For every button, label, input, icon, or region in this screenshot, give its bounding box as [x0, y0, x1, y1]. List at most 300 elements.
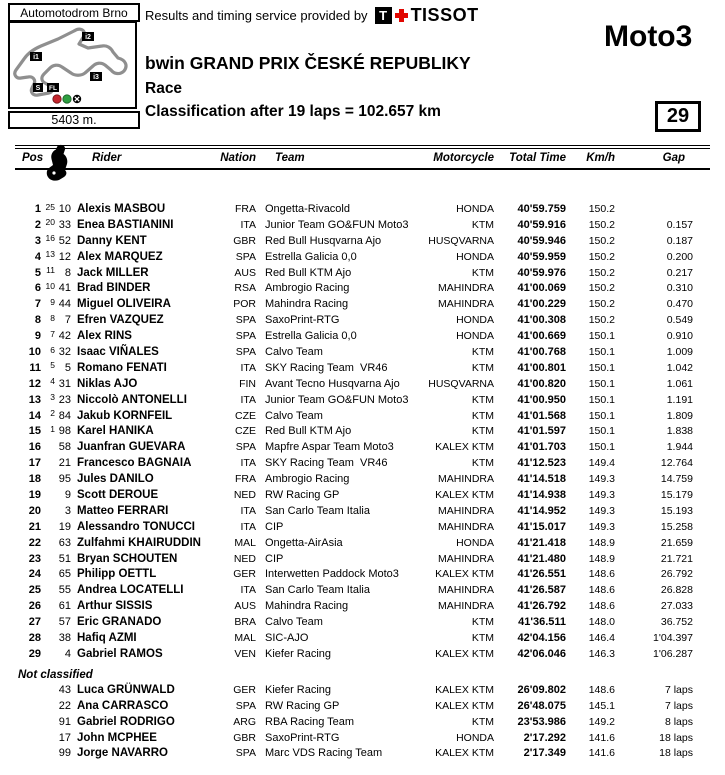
position-cell: 24 [28, 568, 41, 581]
rider-name-cell: Francesco BAGNAIA [77, 457, 192, 470]
team-cell: SaxoPrint-RTG [265, 314, 340, 327]
gap-cell: 0.310 [666, 282, 693, 295]
speed-cell: 150.1 [588, 425, 615, 438]
points-cell [41, 680, 55, 696]
motorcycle-cell: MAHINDRA [437, 600, 494, 613]
total-time-cell: 41'00.950 [517, 393, 566, 406]
speed-cell: 148.6 [588, 683, 615, 696]
gap-cell: 15.258 [660, 520, 693, 533]
rider-number-cell: 42 [58, 330, 71, 343]
nation-cell: SPA [235, 699, 256, 712]
table-row [15, 393, 710, 409]
total-time-cell: 41'14.952 [517, 504, 566, 517]
motorcycle-cell: KTM [471, 409, 494, 422]
nation-cell: FRA [235, 203, 256, 215]
table-row [15, 361, 710, 377]
points-cell [41, 744, 55, 760]
rider-name-cell: Gabriel RAMOS [77, 647, 163, 660]
gap-cell: 7 laps [664, 699, 693, 712]
total-time-cell: 41'00.768 [517, 346, 566, 359]
gap-cell: 8 laps [664, 715, 693, 728]
total-time-cell: 41'01.597 [517, 425, 566, 438]
rider-name-cell: Jakub KORNFEIL [77, 409, 173, 422]
total-time-cell: 41'01.568 [517, 409, 566, 422]
motorcycle-cell: HUSQVARNA [428, 234, 494, 247]
table-row [15, 377, 710, 393]
points-cell [41, 613, 55, 629]
speed-cell: 149.3 [588, 473, 615, 486]
position-cell: 29 [28, 647, 41, 660]
total-time-cell: 41'00.820 [517, 377, 566, 390]
gap-cell: 1'06.287 [653, 647, 693, 660]
track-marker-i3 [90, 72, 102, 81]
points-cell: 11 [46, 265, 55, 276]
total-time-cell: 41'15.017 [517, 520, 566, 533]
nation-cell: MAL [234, 632, 256, 645]
total-time-cell: 41'00.801 [517, 361, 566, 374]
table-row [15, 345, 710, 361]
rider-name-cell: Jules DANILO [77, 473, 154, 486]
rider-number-cell: 38 [58, 632, 71, 645]
nation-cell: ITA [240, 218, 256, 231]
rider-number-cell: 51 [58, 552, 71, 565]
speed-cell: 150.2 [588, 266, 615, 279]
total-time-cell: 41'21.418 [517, 536, 566, 549]
speed-cell: 150.1 [588, 377, 615, 390]
team-cell: Red Bull KTM Ajo [265, 425, 352, 438]
speed-cell: 149.3 [588, 489, 615, 502]
nation-cell: AUS [234, 600, 256, 613]
points-cell [41, 644, 55, 660]
track-map-drawing [10, 23, 135, 107]
position-cell [15, 683, 41, 699]
team-cell: SaxoPrint-RTG [265, 731, 340, 744]
rider-number-cell: 43 [58, 683, 71, 696]
table-row [15, 552, 710, 568]
svg-text:S: S [35, 85, 41, 92]
points-cell: 5 [50, 360, 55, 371]
speed-cell: 150.2 [588, 298, 615, 311]
team-cell: Ambrogio Racing [265, 282, 350, 295]
rider-name-cell: Philipp OETTL [77, 568, 157, 581]
rider-name-cell: Gabriel RODRIGO [77, 715, 175, 728]
rider-name-cell: Danny KENT [77, 234, 147, 247]
green-light-dot [63, 95, 71, 103]
rider-number-cell: 91 [58, 715, 71, 728]
rider-name-cell: Andrea LOCATELLI [77, 584, 184, 597]
position-cell: 1 [34, 203, 41, 215]
gap-cell: 0.157 [666, 218, 693, 231]
table-row [15, 583, 710, 599]
page-number-box [655, 101, 701, 132]
team-cell: Avant Tecno Husqvarna Ajo [265, 377, 400, 390]
circuit-name-box [8, 3, 140, 22]
motorcycle-cell: KALEX KTM [435, 568, 494, 581]
gap-cell: 1'04.397 [653, 632, 693, 645]
gap-cell: 12.764 [660, 457, 693, 470]
rider-name-cell: Jack MILLER [77, 266, 149, 279]
points-cell: 6 [50, 344, 55, 355]
rider-number-cell: 10 [58, 203, 71, 215]
motorcycle-cell: MAHINDRA [437, 520, 494, 533]
nation-cell: ITA [240, 584, 256, 597]
team-cell: Mahindra Racing [265, 600, 349, 613]
rider-name-cell: Bryan SCHOUTEN [77, 552, 178, 565]
total-time-cell: 40'59.976 [517, 266, 566, 279]
nation-cell: CZE [235, 409, 256, 422]
nation-cell: GBR [233, 731, 256, 744]
table-row [15, 472, 710, 488]
position-cell: 18 [28, 473, 41, 486]
total-time-cell: 41'00.229 [517, 298, 566, 311]
table-row [15, 440, 710, 456]
rider-name-cell: Isaac VIÑALES [77, 346, 159, 359]
total-time-cell: 40'59.946 [517, 234, 566, 247]
points-cell: 4 [50, 376, 55, 387]
position-cell: 7 [34, 298, 41, 311]
event-title: bwin GRAND PRIX ČESKÉ REPUBLIKY [145, 53, 471, 73]
rider-number-cell: 52 [58, 234, 71, 247]
position-cell: 13 [28, 393, 41, 406]
rider-name-cell: Enea BASTIANINI [77, 218, 174, 231]
rider-number-cell: 22 [58, 699, 71, 712]
table-row [15, 409, 710, 425]
points-cell [41, 565, 55, 581]
gap-cell: 1.191 [666, 393, 693, 406]
gap-cell: 1.009 [666, 346, 693, 359]
team-cell: San Carlo Team Italia [265, 504, 370, 517]
rider-name-cell: Niccolò ANTONELLI [77, 393, 187, 406]
motorcycle-cell: KALEX KTM [435, 683, 494, 696]
motorcycle-cell: KTM [471, 425, 494, 438]
speed-cell: 149.3 [588, 520, 615, 533]
tissot-t-icon: T [375, 7, 392, 24]
gap-cell: 0.910 [666, 330, 693, 343]
swiss-cross-icon [394, 8, 409, 23]
motorcycle-cell: KTM [471, 393, 494, 406]
results-table [15, 145, 710, 762]
col-header-kmh: Km/h [586, 152, 615, 164]
position-cell: 16 [28, 441, 41, 454]
rider-number-cell: 65 [58, 568, 71, 581]
table-row [15, 699, 710, 715]
table-row [15, 297, 710, 313]
rider-name-cell: Jorge NAVARRO [77, 747, 168, 760]
speed-cell: 146.4 [588, 632, 615, 645]
motorcycle-cell: KALEX KTM [435, 489, 494, 502]
gap-cell: 14.759 [660, 473, 693, 486]
table-row [15, 599, 710, 615]
nation-cell: SPA [235, 441, 256, 454]
position-cell [15, 731, 41, 747]
rider-number-cell: 41 [58, 282, 71, 295]
position-cell [15, 746, 41, 762]
gap-cell: 18 laps [659, 747, 693, 760]
total-time-cell: 41'00.669 [517, 330, 566, 343]
speed-cell: 150.2 [588, 282, 615, 295]
table-row [15, 631, 710, 647]
motorcycle-cell: KALEX KTM [435, 441, 494, 454]
total-time-cell: 41'26.587 [517, 584, 566, 597]
gap-cell: 18 laps [659, 731, 693, 744]
speed-cell: 150.1 [588, 441, 615, 454]
points-cell [41, 438, 55, 454]
gap-cell: 7 laps [664, 683, 693, 696]
nation-cell: BRA [234, 616, 256, 629]
team-cell: Calvo Team [265, 346, 323, 359]
nation-cell: GER [233, 568, 256, 581]
nation-cell: AUS [234, 266, 256, 279]
speed-cell: 149.2 [588, 715, 615, 728]
track-marker-i2 [82, 32, 94, 41]
category-title: Moto3 [604, 20, 693, 53]
rider-number-cell: 5 [64, 361, 71, 374]
rider-name-cell: Eric GRANADO [77, 616, 162, 629]
nation-cell: VEN [234, 647, 256, 660]
motorcycle-cell: MAHINDRA [437, 473, 494, 486]
points-cell: 3 [50, 392, 55, 403]
gap-cell: 0.470 [666, 298, 693, 311]
rider-name-cell: Brad BINDER [77, 282, 151, 295]
table-row [15, 731, 710, 747]
nation-cell: GER [233, 683, 256, 696]
col-header-team: Team [275, 152, 305, 164]
nation-cell: NED [233, 489, 256, 502]
table-row [15, 715, 710, 731]
rider-number-cell: 95 [58, 473, 71, 486]
team-cell: Mahindra Racing [265, 298, 349, 311]
position-cell: 9 [34, 330, 41, 343]
position-cell: 2 [34, 218, 41, 231]
rider-name-cell: Ana CARRASCO [77, 699, 169, 712]
motorcycle-cell: KTM [471, 346, 494, 359]
position-cell: 25 [28, 584, 41, 597]
table-row [15, 456, 710, 472]
col-header-nation: Nation [220, 152, 256, 164]
rider-name-cell: Hafiq AZMI [77, 632, 137, 645]
speed-cell: 150.2 [588, 314, 615, 327]
position-cell: 19 [28, 489, 41, 502]
total-time-cell: 41'00.308 [517, 314, 566, 327]
speed-cell: 141.6 [588, 747, 615, 760]
motorcycle-cell: KTM [471, 616, 494, 629]
rider-number-cell: 7 [64, 314, 71, 327]
points-cell: 7 [50, 328, 55, 339]
provided-by-text: Results and timing service provided by [145, 7, 368, 23]
team-cell: RW Racing GP [265, 699, 340, 712]
speed-cell: 149.4 [588, 457, 615, 470]
rider-number-cell: 8 [64, 266, 71, 279]
motorcycle-cell: HUSQVARNA [428, 377, 494, 390]
gap-cell: 1.944 [666, 441, 693, 454]
nation-cell: NED [233, 552, 256, 565]
track-marker-start [33, 83, 43, 92]
gap-cell: 0.187 [666, 234, 693, 247]
rider-name-cell: Romano FENATI [77, 361, 167, 374]
total-time-cell: 41'12.523 [517, 457, 566, 470]
gap-cell: 0.200 [666, 250, 693, 263]
points-cell: 25 [45, 201, 55, 212]
rider-name-cell: Matteo FERRARI [77, 504, 169, 517]
speed-cell: 150.2 [588, 234, 615, 247]
total-time-cell: 41'26.551 [517, 568, 566, 581]
svg-text:i2: i2 [85, 34, 91, 41]
rider-number-cell: 61 [58, 600, 71, 613]
points-cell [41, 549, 55, 565]
crossed-circle-icon [73, 95, 81, 103]
position-cell: 28 [28, 632, 41, 645]
team-cell: Ongetta-Rivacold [265, 203, 350, 215]
rider-name-cell: Efren VAZQUEZ [77, 314, 164, 327]
team-cell: Red Bull Husqvarna Ajo [265, 234, 382, 247]
rider-number-cell: 63 [58, 536, 71, 549]
team-cell: Kiefer Racing [265, 683, 332, 696]
rider-name-cell: Luca GRÜNWALD [77, 683, 175, 696]
total-time-cell: 26'48.075 [517, 699, 566, 712]
position-cell: 22 [28, 536, 41, 549]
position-cell: 6 [34, 282, 41, 295]
total-time-cell: 41'00.069 [517, 282, 566, 295]
team-cell: Estrella Galicia 0,0 [265, 330, 357, 343]
rider-number-cell: 19 [58, 520, 71, 533]
table-row [15, 488, 710, 504]
rider-name-cell: Juanfran GUEVARA [77, 441, 186, 454]
position-cell: 11 [29, 361, 41, 374]
nation-cell: ITA [240, 504, 256, 517]
rider-number-cell: 4 [64, 647, 71, 660]
points-cell [41, 533, 55, 549]
team-cell: Junior Team GO&FUN Moto3 [265, 393, 409, 406]
gap-cell: 36.752 [660, 616, 693, 629]
team-cell: SKY Racing Team VR46 [265, 361, 388, 374]
speed-cell: 150.1 [588, 361, 615, 374]
table-row [15, 424, 710, 440]
rider-name-cell: Miguel OLIVEIRA [77, 298, 171, 311]
position-cell: 12 [28, 377, 41, 390]
rider-number-cell: 32 [58, 346, 71, 359]
speed-cell: 150.2 [588, 250, 615, 263]
tissot-logo [375, 5, 479, 26]
points-cell: 9 [50, 296, 55, 307]
total-time-cell: 41'14.938 [517, 489, 566, 502]
speed-cell: 150.2 [588, 218, 615, 231]
team-cell: Mapfre Aspar Team Moto3 [265, 441, 394, 454]
motorcycle-cell: HONDA [456, 203, 494, 215]
team-cell: Calvo Team [265, 409, 323, 422]
total-time-cell: 2'17.292 [523, 731, 566, 744]
total-time-cell: 41'26.792 [517, 600, 566, 613]
track-marker-i1 [30, 52, 42, 61]
track-outline [15, 29, 126, 95]
position-cell: 5 [34, 266, 41, 279]
col-header-rider: Rider [92, 152, 122, 164]
total-time-cell: 42'04.156 [517, 632, 566, 645]
speed-cell: 141.6 [588, 731, 615, 744]
table-row [15, 647, 710, 663]
nation-cell: GBR [233, 234, 256, 247]
team-cell: San Carlo Team Italia [265, 584, 370, 597]
points-cell: 20 [45, 217, 55, 228]
total-time-cell: 42'06.046 [517, 647, 566, 660]
rider-name-cell: Arthur SISSIS [77, 600, 153, 613]
nation-cell: ITA [240, 393, 256, 406]
points-cell [41, 517, 55, 533]
motorcycle-cell: HONDA [456, 250, 494, 263]
table-row [15, 536, 710, 552]
team-cell: SKY Racing Team VR46 [265, 457, 388, 470]
svg-text:i1: i1 [33, 54, 39, 61]
position-cell: 26 [28, 600, 41, 613]
rider-number-cell: 55 [58, 584, 71, 597]
rider-number-cell: 33 [58, 218, 71, 231]
speed-cell: 150.1 [588, 393, 615, 406]
points-cell: 16 [45, 233, 55, 244]
speed-cell: 146.3 [588, 647, 615, 660]
nation-cell: FIN [239, 377, 256, 390]
gap-cell: 21.659 [660, 536, 693, 549]
motorcycle-rider-icon [45, 144, 71, 181]
gap-cell: 1.042 [666, 361, 693, 374]
points-cell: 8 [50, 312, 55, 323]
position-cell: 3 [34, 234, 41, 247]
nation-cell: RSA [234, 282, 256, 295]
table-header-row [15, 149, 710, 170]
table-row [15, 329, 710, 345]
points-cell [41, 696, 55, 712]
motorcycle-cell: KTM [471, 218, 494, 231]
motorcycle-cell: HONDA [456, 330, 494, 343]
rider-number-cell: 57 [58, 616, 71, 629]
team-cell: Junior Team GO&FUN Moto3 [265, 218, 409, 231]
track-length: 5403 m. [51, 113, 97, 127]
speed-cell: 148.6 [588, 600, 615, 613]
track-marker-finish-line [47, 83, 59, 92]
motorcycle-cell: KALEX KTM [435, 647, 494, 660]
speed-cell: 149.3 [588, 504, 615, 517]
position-cell [15, 715, 41, 731]
nation-cell: SPA [235, 250, 256, 263]
points-cell: 2 [50, 408, 55, 419]
speed-cell: 148.9 [588, 552, 615, 565]
table-row [15, 266, 710, 282]
points-cell: 1 [50, 423, 55, 434]
rider-number-cell: 9 [64, 489, 71, 502]
table-row [15, 250, 710, 266]
total-time-cell: 40'59.959 [517, 250, 566, 263]
gap-cell: 26.792 [660, 568, 693, 581]
table-row [15, 218, 710, 234]
track-map [8, 21, 137, 109]
speed-cell: 150.2 [588, 203, 615, 215]
table-row [15, 615, 710, 631]
speed-cell: 150.1 [588, 330, 615, 343]
motorcycle-cell: MAHINDRA [437, 552, 494, 565]
speed-cell: 145.1 [588, 699, 615, 712]
total-time-cell: 2'17.349 [523, 747, 566, 760]
total-time-cell: 41'21.480 [517, 552, 566, 565]
total-time-cell: 40'59.759 [517, 203, 566, 215]
gap-cell: 27.033 [660, 600, 693, 613]
points-cell [41, 597, 55, 613]
speed-cell: 150.1 [588, 346, 615, 359]
nation-cell: SPA [235, 314, 256, 327]
motorcycle-cell: HONDA [456, 314, 494, 327]
nation-cell: ARG [233, 715, 256, 728]
total-time-cell: 41'01.703 [517, 441, 566, 454]
svg-text:i3: i3 [93, 74, 99, 81]
team-cell: Kiefer Racing [265, 647, 332, 660]
page-number: 29 [666, 105, 690, 127]
